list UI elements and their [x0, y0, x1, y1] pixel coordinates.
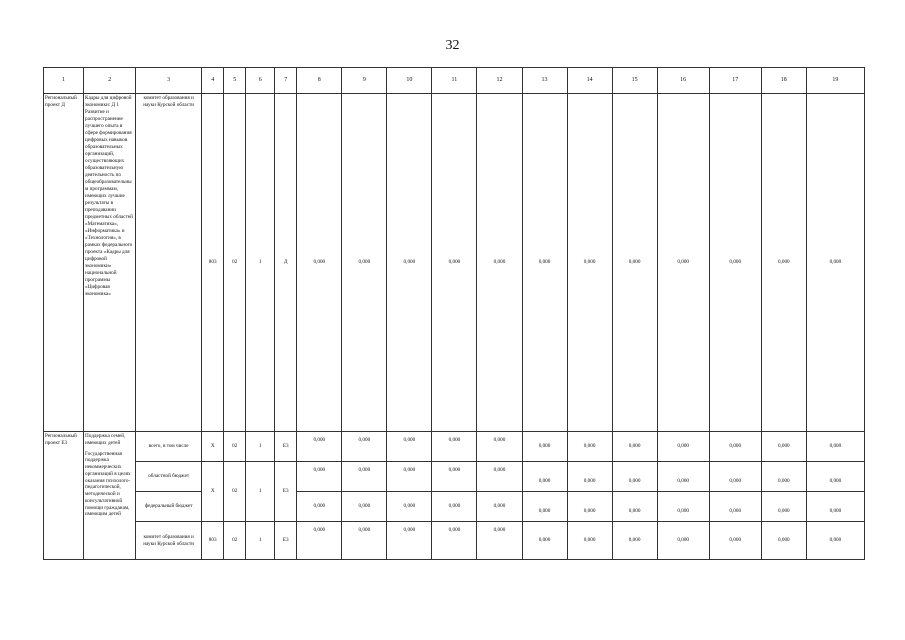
value-cell: 0,000	[806, 432, 864, 462]
value-cell: 0,000	[432, 462, 477, 492]
header-cell: 2	[84, 68, 136, 94]
page-number: 32	[445, 38, 460, 53]
value-cell: 0,000	[342, 462, 387, 492]
value-cell: 0,000	[761, 94, 806, 432]
project-name: Региональный проект Д	[44, 94, 84, 432]
header-cell: 6	[246, 68, 275, 94]
code-cell: 1	[246, 94, 275, 432]
code-cell: 803	[202, 522, 224, 560]
code-cell: Е3	[275, 462, 297, 522]
project-name: Региональный проект Е3	[44, 432, 84, 560]
value-cell: 0,000	[657, 492, 709, 522]
project-description: Кадры для цифровой экономики: Д 1 Развитие и распространение лучшего опыта в сфере формирования цифровых навыков образовательных организаций, осуществляющих образовательную деятельность по общеобразовательным программам, имеющих лучшие результаты в преподавании предметных областей «Математика», «Информатика» и «Технология», в рамках федерального проекта «Кадры для цифровой экономики» национальной программы «Цифровая экономика»	[84, 94, 136, 432]
value-cell: 0,000	[657, 94, 709, 432]
code-cell: 1	[246, 522, 275, 560]
table-row	[44, 462, 865, 492]
value-cell: 0,000	[387, 522, 432, 560]
table-row	[44, 522, 865, 560]
value-cell: 0,000	[297, 462, 342, 492]
value-cell: 0,000	[477, 432, 522, 462]
value-cell: 0,000	[477, 492, 522, 522]
value-cell: 0,000	[342, 432, 387, 462]
project-subtitle: Поддержка семей, имеющих детей	[85, 433, 126, 446]
value-cell: 0,000	[761, 492, 806, 522]
code-cell: X	[202, 462, 224, 522]
value-cell: 0,000	[522, 462, 567, 492]
responsible-executor: комитет образования и науки Курской области	[136, 94, 202, 432]
code-cell: 02	[224, 462, 246, 522]
project-description	[84, 432, 136, 560]
budget-source: областной бюджет	[136, 462, 202, 492]
code-cell: Д	[275, 94, 297, 432]
header-cell: 1	[44, 68, 84, 94]
value-cell: 0,000	[522, 522, 567, 560]
project-description-detail: Государственная поддержка некоммерческих организаций в целях оказания психолого-педагогической, методической и консультативной помощи гражданам, имеющим детей	[85, 450, 131, 518]
value-cell: 0,000	[297, 94, 342, 432]
value-cell: 0,000	[522, 432, 567, 462]
code-cell: 02	[224, 432, 246, 462]
value-cell: 0,000	[761, 432, 806, 462]
budget-table	[43, 67, 865, 560]
value-cell: 0,000	[567, 492, 612, 522]
value-cell: 0,000	[612, 522, 657, 560]
value-cell: 0,000	[657, 462, 709, 492]
value-cell: 0,000	[387, 462, 432, 492]
value-cell: 0,000	[709, 492, 761, 522]
value-cell: 0,000	[761, 462, 806, 492]
header-cell: 9	[342, 68, 387, 94]
value-cell: 0,000	[297, 432, 342, 462]
value-cell: 0,000	[612, 492, 657, 522]
value-cell: 0,000	[522, 492, 567, 522]
header-cell: 12	[477, 68, 522, 94]
header-cell: 4	[202, 68, 224, 94]
value-cell: 0,000	[297, 492, 342, 522]
value-cell: 0,000	[806, 522, 864, 560]
value-cell: 0,000	[387, 432, 432, 462]
code-cell: Е3	[275, 522, 297, 560]
value-cell: 0,000	[709, 522, 761, 560]
header-cell: 3	[136, 68, 202, 94]
value-cell: 0,000	[432, 522, 477, 560]
value-cell: 0,000	[806, 492, 864, 522]
value-cell: 0,000	[387, 492, 432, 522]
value-cell: 0,000	[432, 492, 477, 522]
header-cell: 14	[567, 68, 612, 94]
code-cell: Е3	[275, 432, 297, 462]
value-cell: 0,000	[477, 94, 522, 432]
value-cell: 0,000	[477, 462, 522, 492]
table-row	[44, 94, 865, 432]
header-cell: 10	[387, 68, 432, 94]
code-cell: 1	[246, 462, 275, 522]
value-cell: 0,000	[432, 94, 477, 432]
value-cell: 0,000	[612, 462, 657, 492]
value-cell: 0,000	[432, 432, 477, 462]
header-cell: 8	[297, 68, 342, 94]
header-cell: 15	[612, 68, 657, 94]
code-cell: 1	[246, 432, 275, 462]
value-cell: 0,000	[709, 432, 761, 462]
value-cell: 0,000	[612, 94, 657, 432]
value-cell: 0,000	[567, 522, 612, 560]
header-cell: 11	[432, 68, 477, 94]
header-cell: 17	[709, 68, 761, 94]
header-cell: 16	[657, 68, 709, 94]
value-cell: 0,000	[709, 462, 761, 492]
code-cell: 803	[202, 94, 224, 432]
header-cell: 7	[275, 68, 297, 94]
header-row	[44, 68, 865, 94]
value-cell: 0,000	[761, 522, 806, 560]
value-cell: 0,000	[567, 94, 612, 432]
budget-source: всего, в том числе	[136, 432, 202, 462]
value-cell: 0,000	[342, 492, 387, 522]
value-cell: 0,000	[387, 94, 432, 432]
value-cell: 0,000	[567, 432, 612, 462]
value-cell: 0,000	[612, 432, 657, 462]
table-row	[44, 432, 865, 462]
value-cell: 0,000	[477, 522, 522, 560]
value-cell: 0,000	[297, 522, 342, 560]
budget-source: федеральный бюджет	[136, 492, 202, 522]
value-cell: 0,000	[657, 432, 709, 462]
value-cell: 0,000	[657, 522, 709, 560]
value-cell: 0,000	[342, 522, 387, 560]
code-cell: X	[202, 432, 224, 462]
value-cell: 0,000	[567, 462, 612, 492]
header-cell: 18	[761, 68, 806, 94]
value-cell: 0,000	[806, 462, 864, 492]
value-cell: 0,000	[342, 94, 387, 432]
header-cell: 5	[224, 68, 246, 94]
header-cell: 13	[522, 68, 567, 94]
table-row	[44, 492, 865, 522]
value-cell: 0,000	[709, 94, 761, 432]
value-cell: 0,000	[806, 94, 864, 432]
header-cell: 19	[806, 68, 864, 94]
responsible-executor: комитет образования и науки Курской области	[136, 522, 202, 560]
code-cell: 02	[224, 94, 246, 432]
value-cell: 0,000	[522, 94, 567, 432]
code-cell: 02	[224, 522, 246, 560]
